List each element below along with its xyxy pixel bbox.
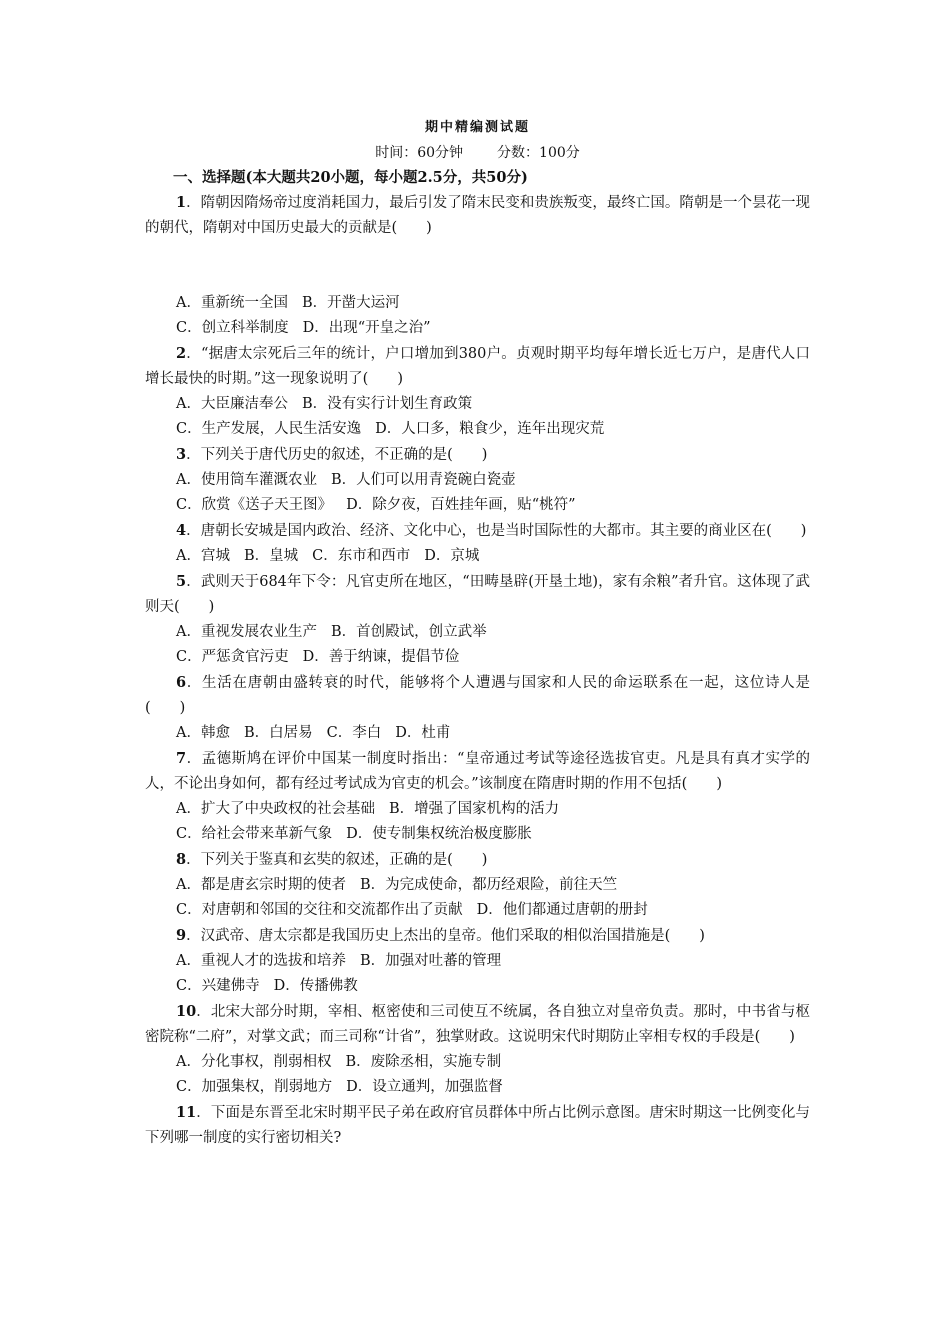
option-line: [145, 721, 810, 746]
answer-option: B．开凿大运河: [301, 295, 400, 311]
answer-option: A．大臣廉洁奉公: [176, 396, 288, 412]
option-line: [145, 822, 810, 847]
exam-title: 期中精编测试题: [424, 120, 530, 135]
number-separator: ．: [186, 346, 202, 362]
question-number: 7: [176, 750, 187, 767]
option-line: [145, 316, 810, 341]
answer-option: B．皇城: [243, 548, 299, 564]
question-9: [145, 923, 810, 949]
number-separator: ．: [196, 1105, 211, 1121]
question-text: 下列关于唐代历史的叙述，不正确的是( ): [200, 447, 488, 463]
question-3: [145, 442, 810, 468]
answer-option: A．使用筒车灌溉农业: [176, 472, 317, 488]
question-2: [145, 341, 810, 392]
question-number: 10: [176, 1003, 197, 1020]
question-number: 5: [176, 573, 187, 590]
number-separator: ．: [196, 1004, 211, 1020]
answer-option: B．人们可以用青瓷碗白瓷壶: [330, 472, 516, 488]
answer-option: C．对唐朝和邻国的交往和交流都作出了贡献: [176, 902, 463, 918]
option-line: [145, 645, 810, 670]
option-line: [145, 493, 810, 518]
question-10: [145, 999, 810, 1050]
answer-option: A．扩大了中央政权的社会基础: [176, 801, 375, 817]
answer-option: D．人口多，粮食少，连年出现灾荒: [375, 421, 605, 437]
answer-option: C．生产发展，人民生活安逸: [176, 421, 362, 437]
number-separator: ．: [186, 852, 201, 868]
option-line: [145, 873, 810, 898]
option-line: [145, 974, 810, 999]
total-score: 分数：100分: [497, 145, 580, 161]
question-number: 8: [176, 851, 187, 868]
option-line: [145, 392, 810, 417]
answer-option: D．设立通判，加强监督: [346, 1079, 503, 1095]
question-text: 生活在唐朝由盛转衰的时代，能够将个人遭遇与国家和人民的命运联系在一起，这位诗人是( ): [145, 675, 810, 716]
question-text: 汉武帝、唐太宗都是我国历史上杰出的皇帝。他们采取的相似治国措施是( ): [200, 928, 705, 944]
option-line: [145, 468, 810, 493]
answer-option: A．分化事权，削弱相权: [176, 1054, 332, 1070]
question-text: 武则天于684年下令：凡官吏所在地区，“田畴垦辟(开垦土地)，家有余粮”者升官。这体现了武则天( ): [145, 574, 811, 615]
option-line: [145, 291, 810, 316]
section-heading: 一、选择题(本大题共20小题，每小题2.5分，共50分): [173, 169, 528, 186]
number-separator: ．: [186, 523, 201, 539]
question-text: 下列关于鉴真和玄奘的叙述，正确的是( ): [200, 852, 488, 868]
question-11: [145, 1100, 810, 1151]
question-6: [145, 670, 810, 721]
answer-option: D．传播佛教: [273, 978, 358, 994]
number-separator: ．: [186, 447, 201, 463]
answer-option: B．为完成使命，都历经艰险，前往天竺: [359, 877, 618, 893]
answer-option: A．重视人才的选拔和培养: [176, 953, 346, 969]
question-text: 唐朝长安城是国内政治、经济、文化中心，也是当时国际性的大都市。其主要的商业区在( ): [200, 523, 807, 539]
option-line: [145, 417, 810, 442]
option-line: [145, 1075, 810, 1100]
blank-space: [145, 241, 810, 291]
number-separator: ．: [186, 675, 203, 691]
question-list: [145, 190, 810, 1151]
question-text: 下面是东晋至北宋时期平民子弟在政府官员群体中所占比例示意图。唐宋时期这一比例变化与下列哪一制度的实行密切相关?: [145, 1105, 811, 1146]
answer-option: D．除夕夜，百姓挂年画，贴“桃符”: [346, 497, 576, 513]
question-number: 6: [176, 674, 187, 691]
answer-option: D．京城: [424, 548, 480, 564]
question-5: [145, 569, 810, 620]
answer-option: B．首创殿试，创立武举: [330, 624, 487, 640]
number-separator: ．: [186, 928, 201, 944]
answer-option: C．严惩贪官污吏: [176, 649, 289, 665]
answer-option: B．加强对吐蕃的管理: [359, 953, 502, 969]
answer-option: B．废除丞相，实施专制: [345, 1054, 502, 1070]
answer-option: A．韩愈: [176, 725, 230, 741]
answer-option: C．加强集权，削弱地方: [176, 1079, 333, 1095]
exam-page: [145, 115, 810, 1151]
option-line: [145, 544, 810, 569]
answer-option: A．重视发展农业生产: [176, 624, 317, 640]
question-number: 4: [176, 522, 187, 539]
answer-option: D．杜甫: [395, 725, 451, 741]
option-line: [145, 949, 810, 974]
question-number: 9: [176, 927, 187, 944]
answer-option: C．东市和西市: [312, 548, 411, 564]
answer-option: A．宫城: [176, 548, 230, 564]
answer-option: C．欣赏《送子天王图》: [176, 497, 333, 513]
question-number: 1: [176, 194, 187, 211]
answer-option: B．没有实行计划生育政策: [301, 396, 473, 412]
answer-option: D．他们都通过唐朝的册封: [476, 902, 648, 918]
exam-info: [145, 139, 810, 167]
answer-option: A．都是唐玄宗时期的使者: [176, 877, 346, 893]
option-line: [145, 797, 810, 822]
answer-option: A．重新统一全国: [176, 295, 288, 311]
answer-option: D．使专制集权统治极度膨胀: [346, 826, 532, 842]
answer-option: C．给社会带来革新气象: [176, 826, 333, 842]
answer-option: D．善于纳谏，提倡节俭: [302, 649, 460, 665]
question-text: “据唐太宗死后三年的统计，户口增加到380户。贞观时期平均每年增长近七万户，是唐代人口增长最快的时期。”这一现象说明了( ): [145, 346, 810, 387]
question-number: 2: [176, 345, 187, 362]
question-1: [145, 190, 810, 241]
answer-option: C．李白: [326, 725, 382, 741]
option-line: [145, 1050, 810, 1075]
question-8: [145, 847, 810, 873]
question-number: 3: [176, 446, 187, 463]
question-text: 孟德斯鸠在评价中国某一制度时指出：“皇帝通过考试等途径选拔官吏。凡是具有真才实学的人，不论出身如何，都有经过考试成为官吏的机会。”该制度在隋唐时期的作用不包括( ): [145, 751, 810, 792]
question-text: 北宋大部分时期，宰相、枢密使和三司使互不统属，各自独立对皇帝负责。那时，中书省与枢密院称“二府”，对掌文武；而三司称“计省”，独掌财政。这说明宋代时期防止宰相专权的手段是( ): [145, 1004, 811, 1045]
question-7: [145, 746, 810, 797]
time-limit: 时间：60分钟: [375, 145, 464, 161]
answer-option: D．出现“开皇之治”: [302, 320, 431, 336]
question-text: 隋朝因隋炀帝过度消耗国力，最后引发了隋末民变和贵族叛变，最终亡国。隋朝是一个昙花一现的朝代，隋朝对中国历史最大的贡献是( ): [145, 195, 811, 236]
answer-option: B．增强了国家机构的活力: [388, 801, 560, 817]
number-separator: ．: [186, 751, 202, 767]
question-4: [145, 518, 810, 544]
option-line: [145, 620, 810, 645]
number-separator: ．: [186, 574, 201, 590]
question-number: 11: [176, 1104, 197, 1121]
answer-option: C．创立科举制度: [176, 320, 289, 336]
option-line: [145, 898, 810, 923]
answer-option: C．兴建佛寺: [176, 978, 260, 994]
number-separator: ．: [186, 195, 201, 211]
answer-option: B．白居易: [243, 725, 313, 741]
